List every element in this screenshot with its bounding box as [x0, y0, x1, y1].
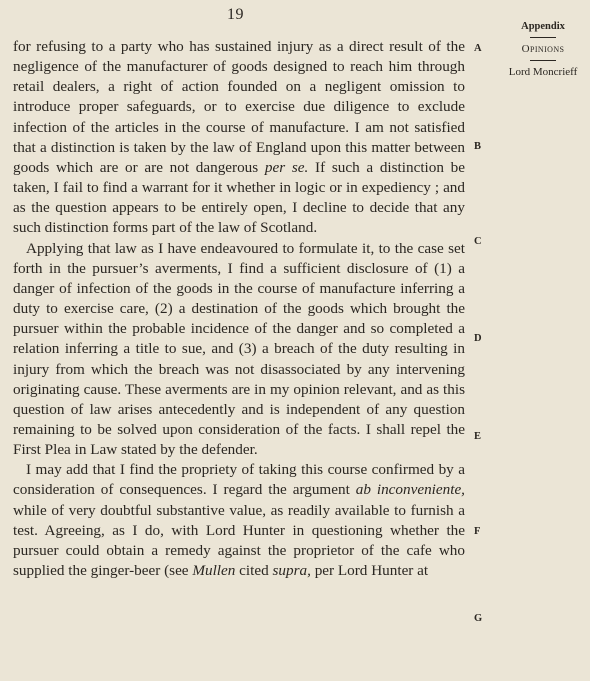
sidebar-section: Opinions: [521, 43, 565, 56]
paragraph: [13, 460, 465, 581]
text-run: per Lord Hunter at: [310, 562, 429, 580]
italic-run: per se.: [264, 158, 309, 176]
margin-letter-b: B: [474, 141, 482, 152]
text-run: for refusing to a party who has sustained injury as a direct result of the negligence of the manufacturer of goods designed to reach him through retail dealers, a right of action founded on a negligent omission to introduce proper safeguards, or to exercise due diligence to exclude infection of the articles in the course of manufacture. I am not satisfied that a distinction is taken by the law of England upon this matter between goods which are or are not dangerous: [13, 38, 465, 176]
text-run: If such a distinction be taken, I fail to find a warrant for it whether in logic or in expediency ; and as the question appears to be entirely open, I decline to decide that any such distinction forms part of the law of Scotland.: [13, 158, 465, 237]
text-run: cited: [235, 562, 273, 580]
sidebar-rule: [530, 60, 556, 61]
margin-letter-c: C: [474, 236, 482, 247]
text-run: I may add that I find the propriety of taking this course confirmed by a consideration of consequences. I regard the argument: [13, 461, 465, 499]
italic-run: Mullen: [192, 562, 236, 580]
margin-letter-a: A: [474, 43, 482, 54]
margin-letter-d: D: [474, 333, 482, 344]
paragraph: [13, 37, 465, 239]
sidebar-heading: Appendix: [521, 21, 565, 32]
page-number: 19: [227, 6, 244, 23]
sidebar-rule: [530, 37, 556, 38]
body-text: [13, 37, 465, 581]
margin-letter-e: E: [474, 431, 482, 442]
margin-letter-g: G: [474, 613, 483, 624]
running-sidebar: [498, 20, 588, 80]
italic-run: ab inconveniente,: [355, 481, 465, 499]
text-run: Applying that law as I have endeavoured to formulate it, to the case set forth in the pursuer’s averments, I find a sufficient disclosure of (1) a danger of infection of the goods in the course of manufacture inferring a duty to exercise care, (2) a destination of the goods which brought the pursuer within the probable incidence of the danger and so completed a relation inferring a title to sue, and (3) a breach of the duty resulting in injury from which the breach was not disassociated by any intervening originating cause. These averments are in my opinion relevant, and as this question of law arises antecedently and is independent of any question remaining to be solved upon consideration of the facts. I shall repel the First Plea in Law stated by the defender.: [13, 239, 465, 459]
sidebar-judge: Lord Moncrieff: [508, 66, 578, 79]
margin-letter-f: F: [474, 526, 481, 537]
text-run: while of very doubtful substantive value, as readily available to furnish a test. Agreeing, as I do, with Lord Hunter in questioning whether the pursuer could obtain a remedy against the proprietor of the cafe who supplied the ginger-beer (see: [13, 501, 465, 580]
paragraph: [13, 239, 465, 461]
italic-run: supra,: [272, 562, 311, 580]
